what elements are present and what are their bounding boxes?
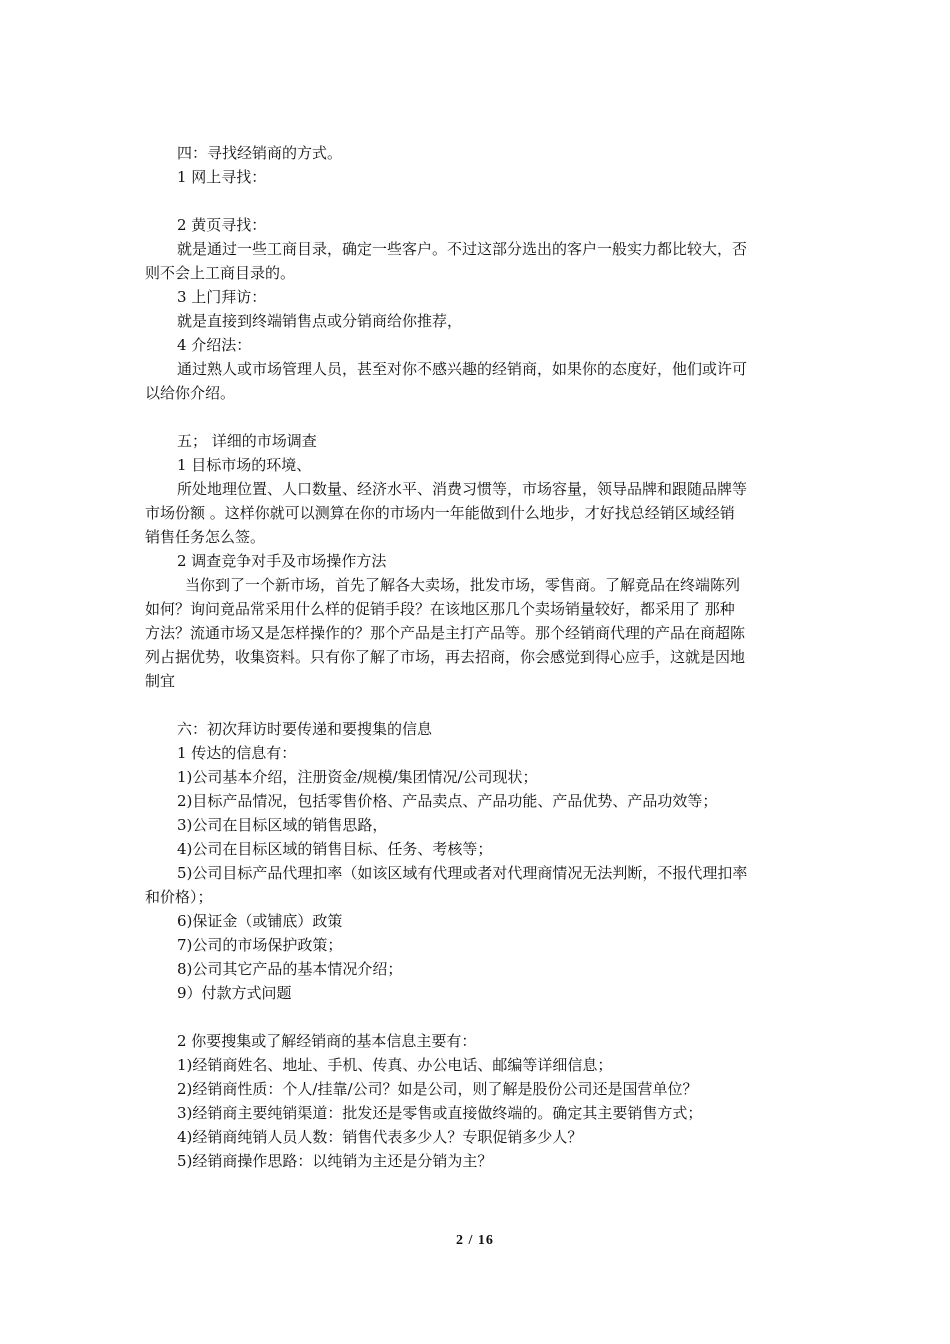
list-item: 2)目标产品情况，包括零售价格、产品卖点、产品功能、产品优势、产品功效等； <box>177 792 718 810</box>
paragraph-line: 市场份额 。这样你就可以测算在你的市场内一年能做到什么地步，才好找总经销区域经销 <box>145 504 735 522</box>
list-item: 3)公司在目标区域的销售思路， <box>177 816 388 834</box>
list-item: 3)经销商主要纯销渠道：批发还是零售或直接做终端的。确定其主要销售方式； <box>177 1104 703 1122</box>
paragraph-line: 销售任务怎么签。 <box>145 528 266 546</box>
list-item: 5)公司目标产品代理扣率（如该区域有代理或者对代理商情况无法判断，不报代理扣率 <box>177 864 748 882</box>
paragraph-line: 方法？流通市场又是怎样操作的？那个产品是主打产品等。那个经销商代理的产品在商超陈 <box>145 624 746 642</box>
paragraph-line: 通过熟人或市场管理人员，甚至对你不感兴趣的经销商，如果你的态度好，他们或许可 <box>177 360 748 378</box>
paragraph-line: 列占据优势，收集资料。只有你了解了市场，再去招商，你会感觉到得心应手，这就是因地 <box>145 648 746 666</box>
list-item-continuation: 和价格）； <box>145 888 213 906</box>
paragraph-line: 如何？询问竟品常采用什么样的促销手段？在该地区那几个卖场销量较好，都采用了 那种 <box>145 600 735 618</box>
paragraph-line: 1 传达的信息有： <box>177 744 297 762</box>
paragraph-line: 所处地理位置、人口数量、经济水平、消费习惯等，市场容量，领导品牌和跟随品牌等 <box>177 480 748 498</box>
section-heading-6: 六：初次拜访时要传递和要搜集的信息 <box>177 720 433 738</box>
list-item: 4)经销商纯销人员人数：销售代表多少人？专职促销多少人？ <box>177 1128 583 1146</box>
list-item: 5)经销商操作思路：以纯销为主还是分销为主？ <box>177 1152 493 1170</box>
paragraph-line: 就是通过一些工商目录，确定一些客户。不过这部分选出的客户一般实力都比较大，否 <box>177 240 748 258</box>
list-item: 9）付款方式问题 <box>177 984 292 1002</box>
paragraph-line: 1 目标市场的环境、 <box>177 456 312 474</box>
document-body <box>145 141 810 1173</box>
section-heading-4: 四：寻找经销商的方式。 <box>177 144 343 162</box>
list-item: 2)经销商性质：个人/挂靠/公司？如是公司，则了解是股份公司还是国营单位？ <box>177 1080 698 1098</box>
page-number: 2 / 16 <box>456 1233 494 1248</box>
paragraph-line: 4 介绍法： <box>177 336 252 354</box>
list-item: 1)经销商姓名、地址、手机、传真、办公电话、邮编等详细信息； <box>177 1056 613 1074</box>
list-item: 6)保证金（或铺底）政策 <box>177 912 343 930</box>
paragraph-line: 以给你介绍。 <box>145 384 236 402</box>
blank-line <box>145 189 810 213</box>
paragraph-line: 2 黄页寻找： <box>177 216 267 234</box>
paragraph-line: 3 上门拜访： <box>177 288 267 306</box>
paragraph-line: 1 网上寻找： <box>177 168 267 186</box>
list-item: 8)公司其它产品的基本情况介绍； <box>177 960 403 978</box>
blank-line <box>145 1005 810 1029</box>
paragraph-line: 2 调查竞争对手及市场操作方法 <box>177 552 387 570</box>
blank-line <box>145 405 810 429</box>
paragraph-line: 当你到了一个新市场，首先了解各大卖场，批发市场，零售商。了解竟品在终端陈列 <box>185 576 741 594</box>
paragraph-line: 2 你要搜集或了解经销商的基本信息主要有： <box>177 1032 477 1050</box>
list-item: 1)公司基本介绍，注册资金/规模/集团情况/公司现状； <box>177 768 538 786</box>
paragraph-line: 则不会上工商目录的。 <box>145 264 296 282</box>
list-item: 7)公司的市场保护政策； <box>177 936 343 954</box>
blank-line <box>145 693 810 717</box>
section-heading-5: 五； 详细的市场调查 <box>177 432 317 450</box>
list-item: 4)公司在目标区域的销售目标、任务、考核等； <box>177 840 493 858</box>
paragraph-line: 制宜 <box>145 672 176 690</box>
paragraph-line: 就是直接到终端销售点或分销商给你推荐， <box>177 312 463 330</box>
